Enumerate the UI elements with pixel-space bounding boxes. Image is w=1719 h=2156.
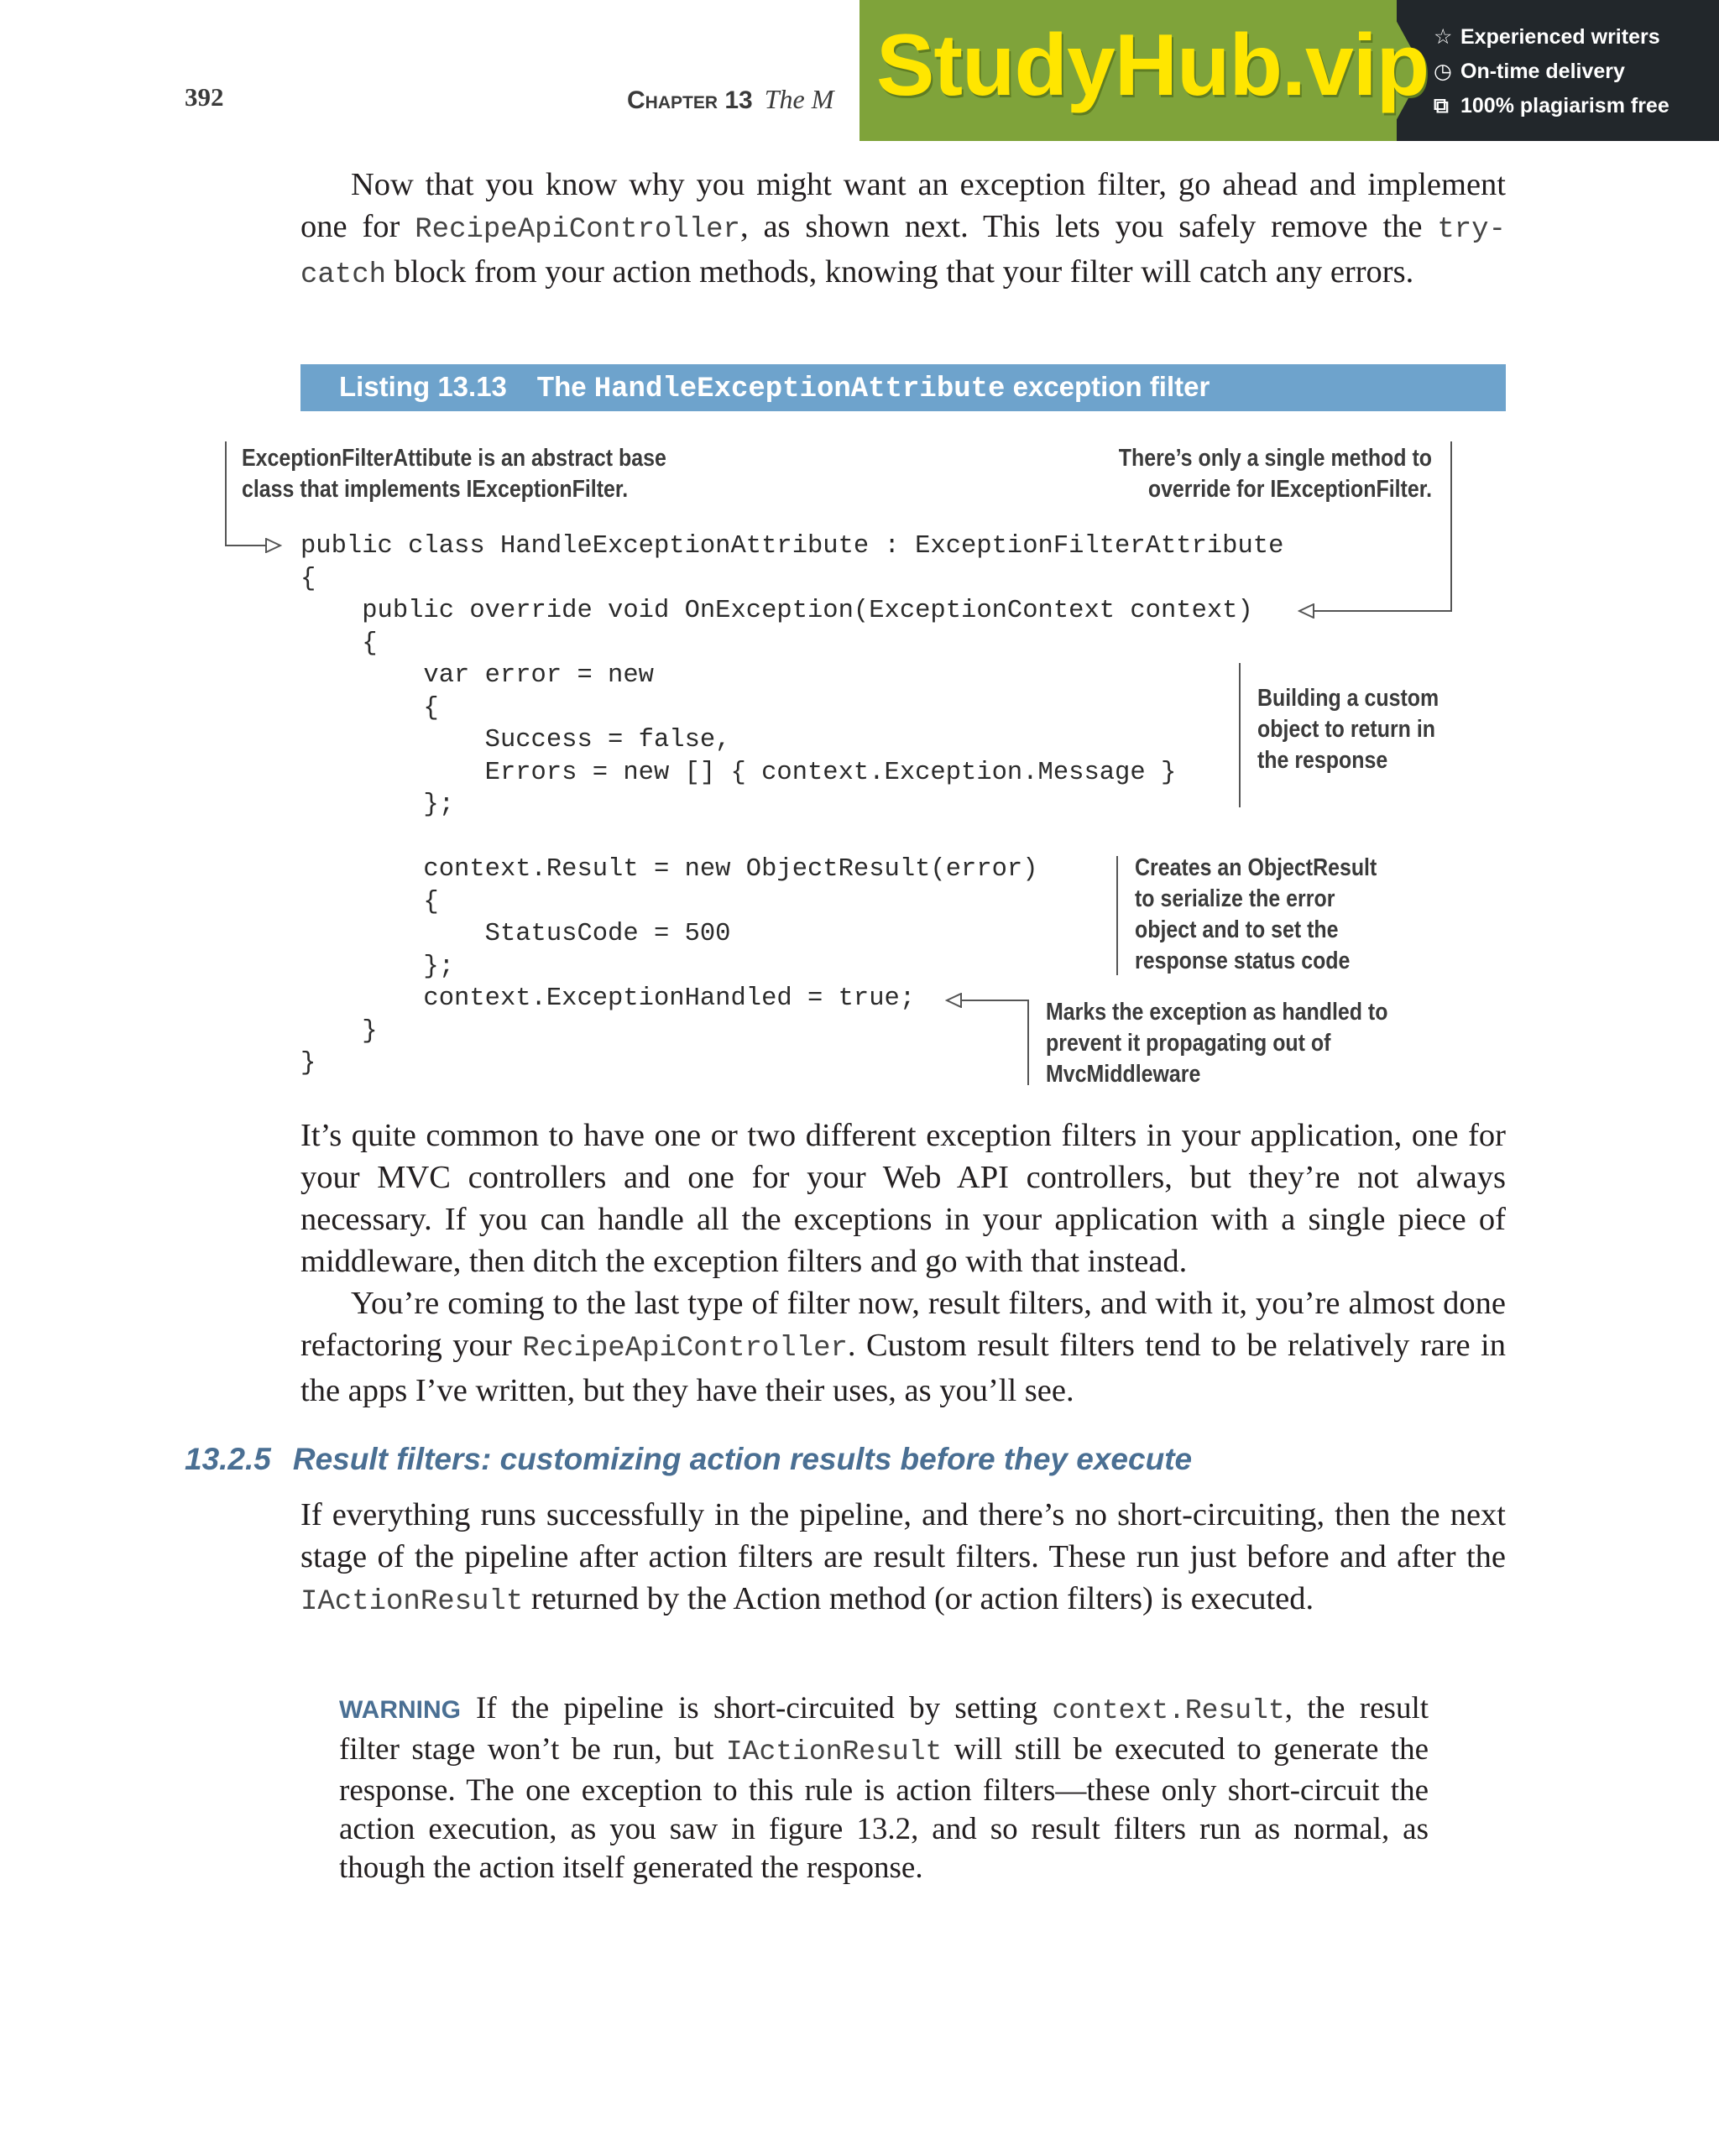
star-icon: ☆ [1434, 25, 1453, 49]
code-line: Success = false, [300, 726, 731, 754]
code-line: public class HandleExceptionAttribute : ExceptionFilterAttribute [300, 532, 1284, 561]
annotation-object-result: Creates an ObjectResult to serialize the error object and to set the response status code [1135, 854, 1377, 974]
leader-line [1450, 441, 1452, 611]
listing-caption-bar [300, 364, 1506, 411]
chapter-title: The M [764, 84, 834, 114]
text-run: block from your action methods, knowing that your filter will catch any errors. [386, 254, 1414, 290]
annotation-custom-object: Building a custom object to return in the response [1257, 685, 1439, 774]
banner-logo: StudyHub.vip [876, 17, 1429, 114]
annotation-exception-handled: Marks the exception as handled to prevent it propagating out of MvcMiddleware [1046, 999, 1388, 1088]
clock-icon: ◷ [1434, 60, 1452, 83]
banner-feature-text: Experienced writers [1460, 25, 1660, 49]
code-line: context.Result = new ObjectResult(error) [300, 855, 1038, 884]
leader-line [962, 1000, 1029, 1001]
bracket-line [1027, 1000, 1029, 1085]
chapter-label: Chapter 13 [627, 86, 753, 114]
text-run: will still be executed to generate the response. The one exception to this rule is action filters—these only short-circuit the action execution, as you saw in figure 13.2, and so result filters run as normal, as though the action itself generated the response. [339, 1732, 1429, 1885]
bracket-line [1239, 663, 1241, 807]
studyhub-banner[interactable] [860, 0, 1719, 141]
text-run: returned by the Action method (or action filters) is executed. [523, 1581, 1314, 1616]
annotation-single-method: There’s only a single method to override for IExceptionFilter. [1118, 445, 1432, 503]
leader-line [225, 545, 267, 546]
body-paragraph [300, 1494, 1506, 1623]
inline-code: try-catch [300, 214, 1506, 291]
bracket-line [1116, 856, 1118, 975]
leader-line [1314, 610, 1452, 612]
section-number: 13.2.5 [185, 1442, 271, 1476]
body-paragraph: It’s quite common to have one or two different exception filters in your application, one for your MVC controllers and one for your Web API controllers, but they’re not always necessary. If you can handle all the exceptions in your application with a single piece of middleware, then ditch the exception filters and go with that instead. [300, 1118, 1506, 1279]
text-run: If everything runs successfully in the pipeline, and there’s no short-circuiting, then the next stage of the pipeline after action filters are result filters. These run just before and after the [300, 1497, 1506, 1574]
code-line: var error = new [300, 661, 654, 690]
code-line: }; [300, 791, 455, 819]
code-line: { [300, 694, 439, 723]
annotation-base-class: ExceptionFilterAttibute is an abstract base class that implements IExceptionFilter. [242, 445, 666, 503]
section-title: Result filters: customizing action results before they execute [292, 1442, 1193, 1476]
code-line: }; [300, 953, 455, 981]
intro-paragraph [300, 164, 1506, 296]
page-number: 392 [185, 82, 224, 112]
code-line: StatusCode = 500 [300, 920, 731, 948]
inline-code: RecipeApiController [522, 1333, 848, 1365]
inline-code: RecipeApiController [415, 214, 740, 246]
arrow-left-icon [1298, 603, 1314, 619]
warning-note [339, 1689, 1429, 1887]
running-head [627, 84, 833, 115]
listing-caption [339, 371, 1210, 405]
code-line: { [300, 888, 439, 916]
text-run: Now that you know why you might want an exception filter, go ahead and implement one for [300, 167, 1506, 244]
text-run: You’re coming to the last type of filter now, result filters, and with it, you’re almost done refactoring your [300, 1286, 1506, 1363]
text-run: , as shown next. This lets you safely remove the [739, 209, 1438, 244]
inline-code: context.Result [1052, 1695, 1285, 1726]
copy-icon: ⧉ [1434, 94, 1449, 117]
warning-label: WARNING [339, 1696, 461, 1724]
banner-feature-text: On-time delivery [1460, 60, 1625, 83]
inline-code: IActionResult [300, 1586, 524, 1618]
text-run: , the result filter stage won’t be run, but [339, 1691, 1429, 1767]
code-line: } [300, 1017, 378, 1046]
body-paragraph [300, 1282, 1506, 1412]
code-line: } [300, 1049, 316, 1078]
text-run: . Custom result filters tend to be relatively rare in the apps I’ve written, but they have their uses, as you’ll see. [300, 1328, 1506, 1408]
banner-feature-text: 100% plagiarism free [1460, 94, 1669, 117]
arrow-left-icon [945, 993, 962, 1008]
banner-feature [1434, 27, 1660, 48]
inline-code: IActionResult [725, 1736, 943, 1767]
banner-feature [1434, 96, 1669, 117]
listing-title-code: HandleExceptionAttribute [593, 373, 1006, 405]
code-line: { [300, 629, 378, 658]
code-line: Errors = new [] { context.Exception.Message } [300, 759, 1177, 787]
banner-feature [1434, 61, 1625, 82]
arrow-right-icon [265, 538, 282, 553]
section-heading [185, 1442, 1192, 1477]
code-line: public override void OnException(ExceptionContext context) [300, 597, 1253, 625]
code-line: context.ExceptionHandled = true; [300, 984, 916, 1013]
listing-title-part: The [536, 371, 594, 402]
code-line: { [300, 565, 316, 593]
listing-title-part: exception filter [1005, 371, 1210, 402]
text-run: If the pipeline is short-circuited by setting [476, 1691, 1053, 1725]
leader-line [225, 441, 227, 546]
listing-number: Listing 13.13 [339, 371, 507, 402]
